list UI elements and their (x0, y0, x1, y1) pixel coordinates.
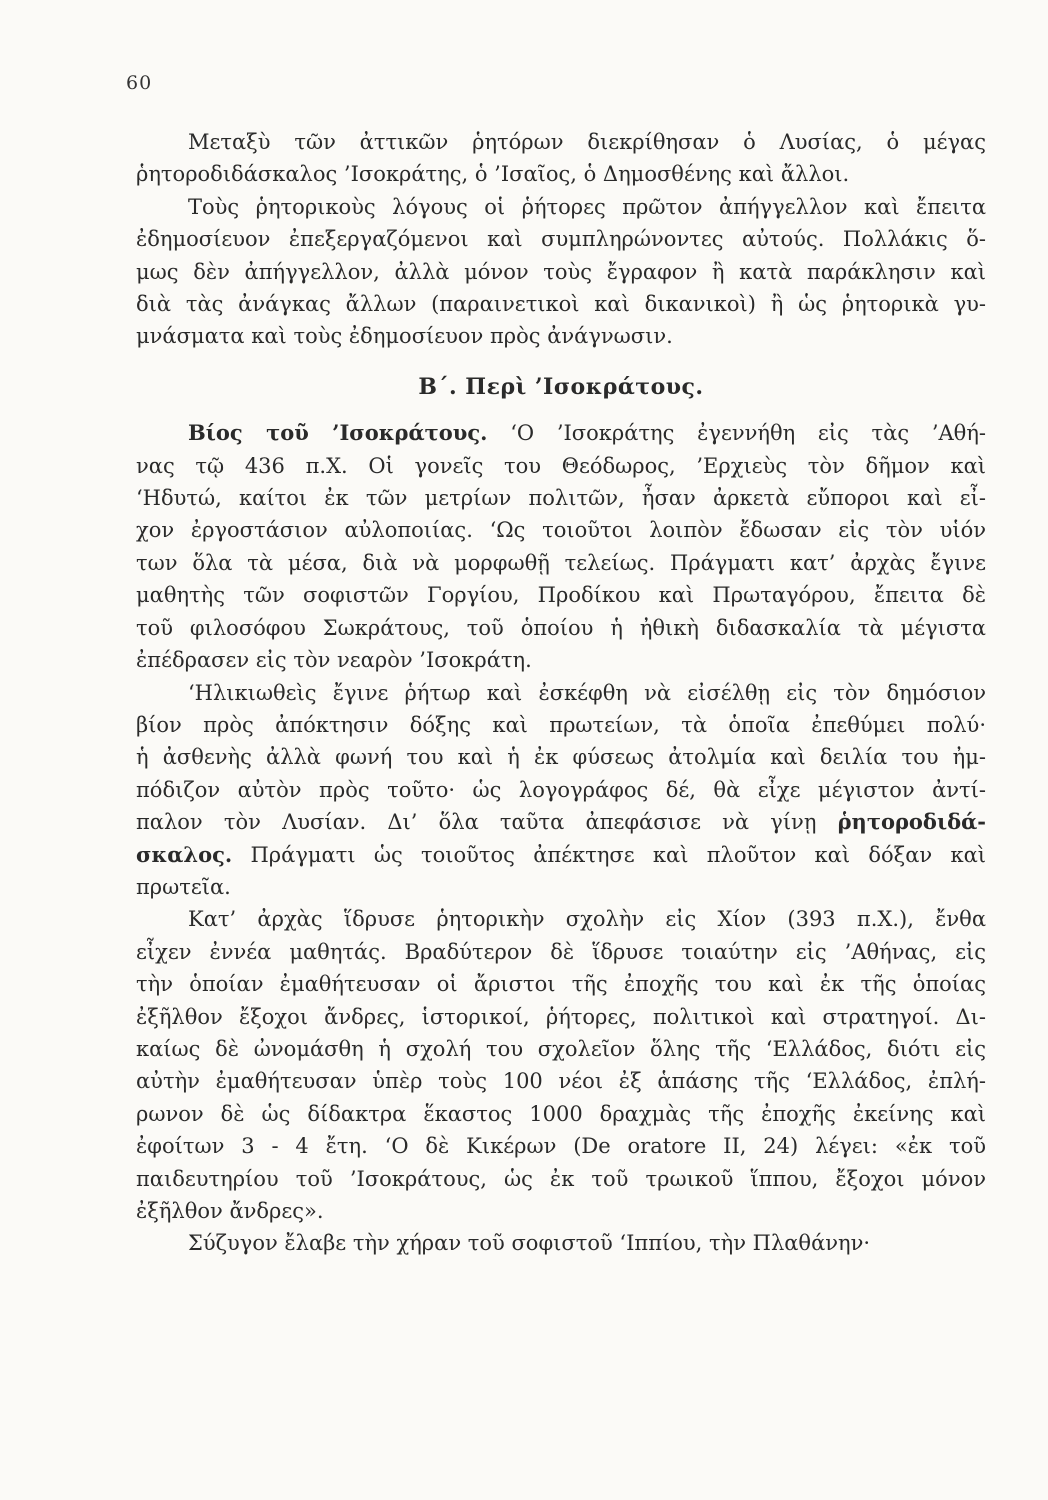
text-line: νας τῷ 436 π.Χ. Οἱ γονεῖς του Θεόδωρος, ’Ερχιεὺς τὸν δῆμον καὶ (136, 453, 986, 478)
section-heading: Β΄. Περὶ ’Ισοκράτους. (418, 373, 704, 400)
text-line: διὰ τὰς ἀνάγκας ἄλλων (παραινετικοὶ καὶ δικανικοὶ) ἢ ὡς ῥητορικὰ γυ- (136, 292, 986, 317)
text-line: καίως δὲ ὠνομάσθη ἡ σχολή του σχολεῖον ὅλης τῆς ‘Ελλάδος, διότι εἰς (136, 1036, 986, 1061)
paragraph-school (136, 903, 986, 1227)
text-line: ‘Ηλικιωθεὶς ἔγινε ῥήτωρ καὶ ἐσκέφθη νὰ εἰσέλθῃ εἰς τὸν δημόσιον (188, 680, 986, 705)
paragraph-career (136, 677, 986, 904)
text-line: αὐτὴν ἐμαθήτευσαν ὑπὲρ τοὺς 100 νέοι ἐξ ἁπάσης τῆς ‘Ελλάδος, ἐπλή- (136, 1069, 986, 1094)
paragraph-spouse (136, 1227, 986, 1259)
text-line: Σύζυγον ἔλαβε τὴν χήραν τοῦ σοφιστοῦ ‘Ιππίου, τὴν Πλαθάνην· (188, 1231, 871, 1256)
text-line: ἐδημοσίευον ἐπεξεργαζόμενοι καὶ συμπληρώνοντες αὐτούς. Πολλάκις ὅ- (136, 227, 986, 252)
paragraph-rhetors (136, 126, 986, 191)
bios-subheading: Βίος τοῦ ’Ισοκράτους. (188, 420, 488, 446)
text-line: παιδευτηρίου τοῦ ’Ισοκράτους, ὡς ἐκ τοῦ τρωικοῦ ἵππου, ἔξοχοι μόνον (136, 1166, 986, 1191)
text-line: ἐπέδρασεν εἰς τὸν νεαρὸν ’Ισοκράτη. (136, 648, 532, 673)
text-line: πρωτεῖα. (136, 874, 231, 899)
text-line: ἡ ἀσθενὴς ἀλλὰ φωνή του καὶ ἡ ἐκ φύσεως ἀτολμία καὶ δειλία του ἠμ- (136, 745, 986, 770)
text-line: ἐφοίτων 3 - 4 ἔτη. ‘Ο δὲ Κικέρων (De oratore II, 24) λέγει: «ἐκ τοῦ (136, 1134, 986, 1159)
text-line: μαθητὴς τῶν σοφιστῶν Γοργίου, Προδίκου καὶ Πρωταγόρου, ἔπειτα δὲ (136, 583, 986, 608)
paragraph-speeches (136, 191, 986, 353)
emphasis-term: ῥητοροδιδά- (837, 809, 986, 835)
text-line: ‘Ηδυτώ, καίτοι ἐκ τῶν μετρίων πολιτῶν, ἦσαν ἀρκετὰ εὔποροι καὶ εἶ- (136, 486, 986, 511)
text-line (136, 417, 986, 449)
text-line: μως δὲν ἀπήγγελλον, ἀλλὰ μόνον τοὺς ἔγραφον ἢ κατὰ παράκλησιν καὶ (136, 259, 986, 284)
text-segment: Πράγματι ὡς τοιοῦτος ἀπέκτησε καὶ πλοῦτον καὶ δόξαν καὶ (232, 842, 986, 867)
text-line: τοῦ φιλοσόφου Σωκράτους, τοῦ ὁποίου ἡ ἠθικὴ διδασκαλία τὰ μέγιστα (136, 615, 986, 640)
text-line: Τοὺς ῥητορικοὺς λόγους οἱ ῥήτορες πρῶτον ἀπήγγελλον καὶ ἔπειτα (188, 194, 986, 219)
text-line: Κατ’ ἀρχὰς ἵδρυσε ῥητορικὴν σχολὴν εἰς Χίον (393 π.Χ.), ἔνθα (188, 907, 986, 932)
text-segment: παλον τὸν Λυσίαν. Δι’ ὅλα ταῦτα ἀπεφάσισε νὰ γίνῃ (136, 810, 838, 835)
text-line: τὴν ὁποίαν ἐμαθήτευσαν οἱ ἄριστοι τῆς ἐποχῆς του καὶ ἐκ τῆς ὁποίας (136, 972, 986, 997)
text-line: ἐξῆλθον ἄνδρες». (136, 1199, 324, 1223)
text-line: Μεταξὺ τῶν ἀττικῶν ῥητόρων διεκρίθησαν ὁ Λυσίας, ὁ μέγας (188, 130, 986, 154)
body-text (136, 126, 986, 1260)
text-line: μνάσματα καὶ τοὺς ἐδημοσίευον πρὸς ἀνάγνωσιν. (136, 324, 673, 349)
paragraph-bios (136, 417, 986, 676)
page-number: 60 (126, 72, 153, 94)
text-line: πόδιζον αὐτὸν πρὸς τοῦτο· ὡς λογογράφος δέ, θὰ εἶχε μέγιστον ἀντί- (136, 777, 986, 802)
text-line: ρωνον δὲ ὡς δίδακτρα ἕκαστος 1000 δραχμὰς τῆς ἐποχῆς ἐκείνης καὶ (136, 1101, 986, 1126)
text-line: ἐξῆλθον ἔξοχοι ἄνδρες, ἱστορικοί, ῥήτορες, πολιτικοὶ καὶ στρατηγοί. Δι- (136, 1004, 986, 1029)
text-line: ῥητοροδιδάσκαλος ’Ισοκράτης, ὁ ’Ισαῖος, ὁ Δημοσθένης καὶ ἄλλοι. (136, 162, 850, 187)
text-line (136, 806, 986, 838)
text-line: βίον πρὸς ἀπόκτησιν δόξης καὶ πρωτείων, τὰ ὁποῖα ἐπεθύμει πολύ· (136, 712, 986, 737)
text-line (136, 839, 986, 871)
text-line: εἶχεν ἐννέα μαθητάς. Βραδύτερον δὲ ἵδρυσε τοιαύτην εἰς ’Αθήνας, εἰς (136, 939, 986, 964)
text-segment: ‘Ο ’Ισοκράτης ἐγεννήθη εἰς τὰς ’Αθή- (487, 421, 986, 446)
text-line: χον ἐργοστάσιον αὐλοποιίας. ‘Ως τοιοῦτοι λοιπὸν ἔδωσαν εἰς τὸν υἱόν (136, 518, 986, 543)
text-line: των ὅλα τὰ μέσα, διὰ νὰ μορφωθῇ τελείως. Πράγματι κατ’ ἀρχὰς ἔγινε (136, 550, 986, 575)
emphasis-term: σκαλος. (136, 841, 233, 867)
